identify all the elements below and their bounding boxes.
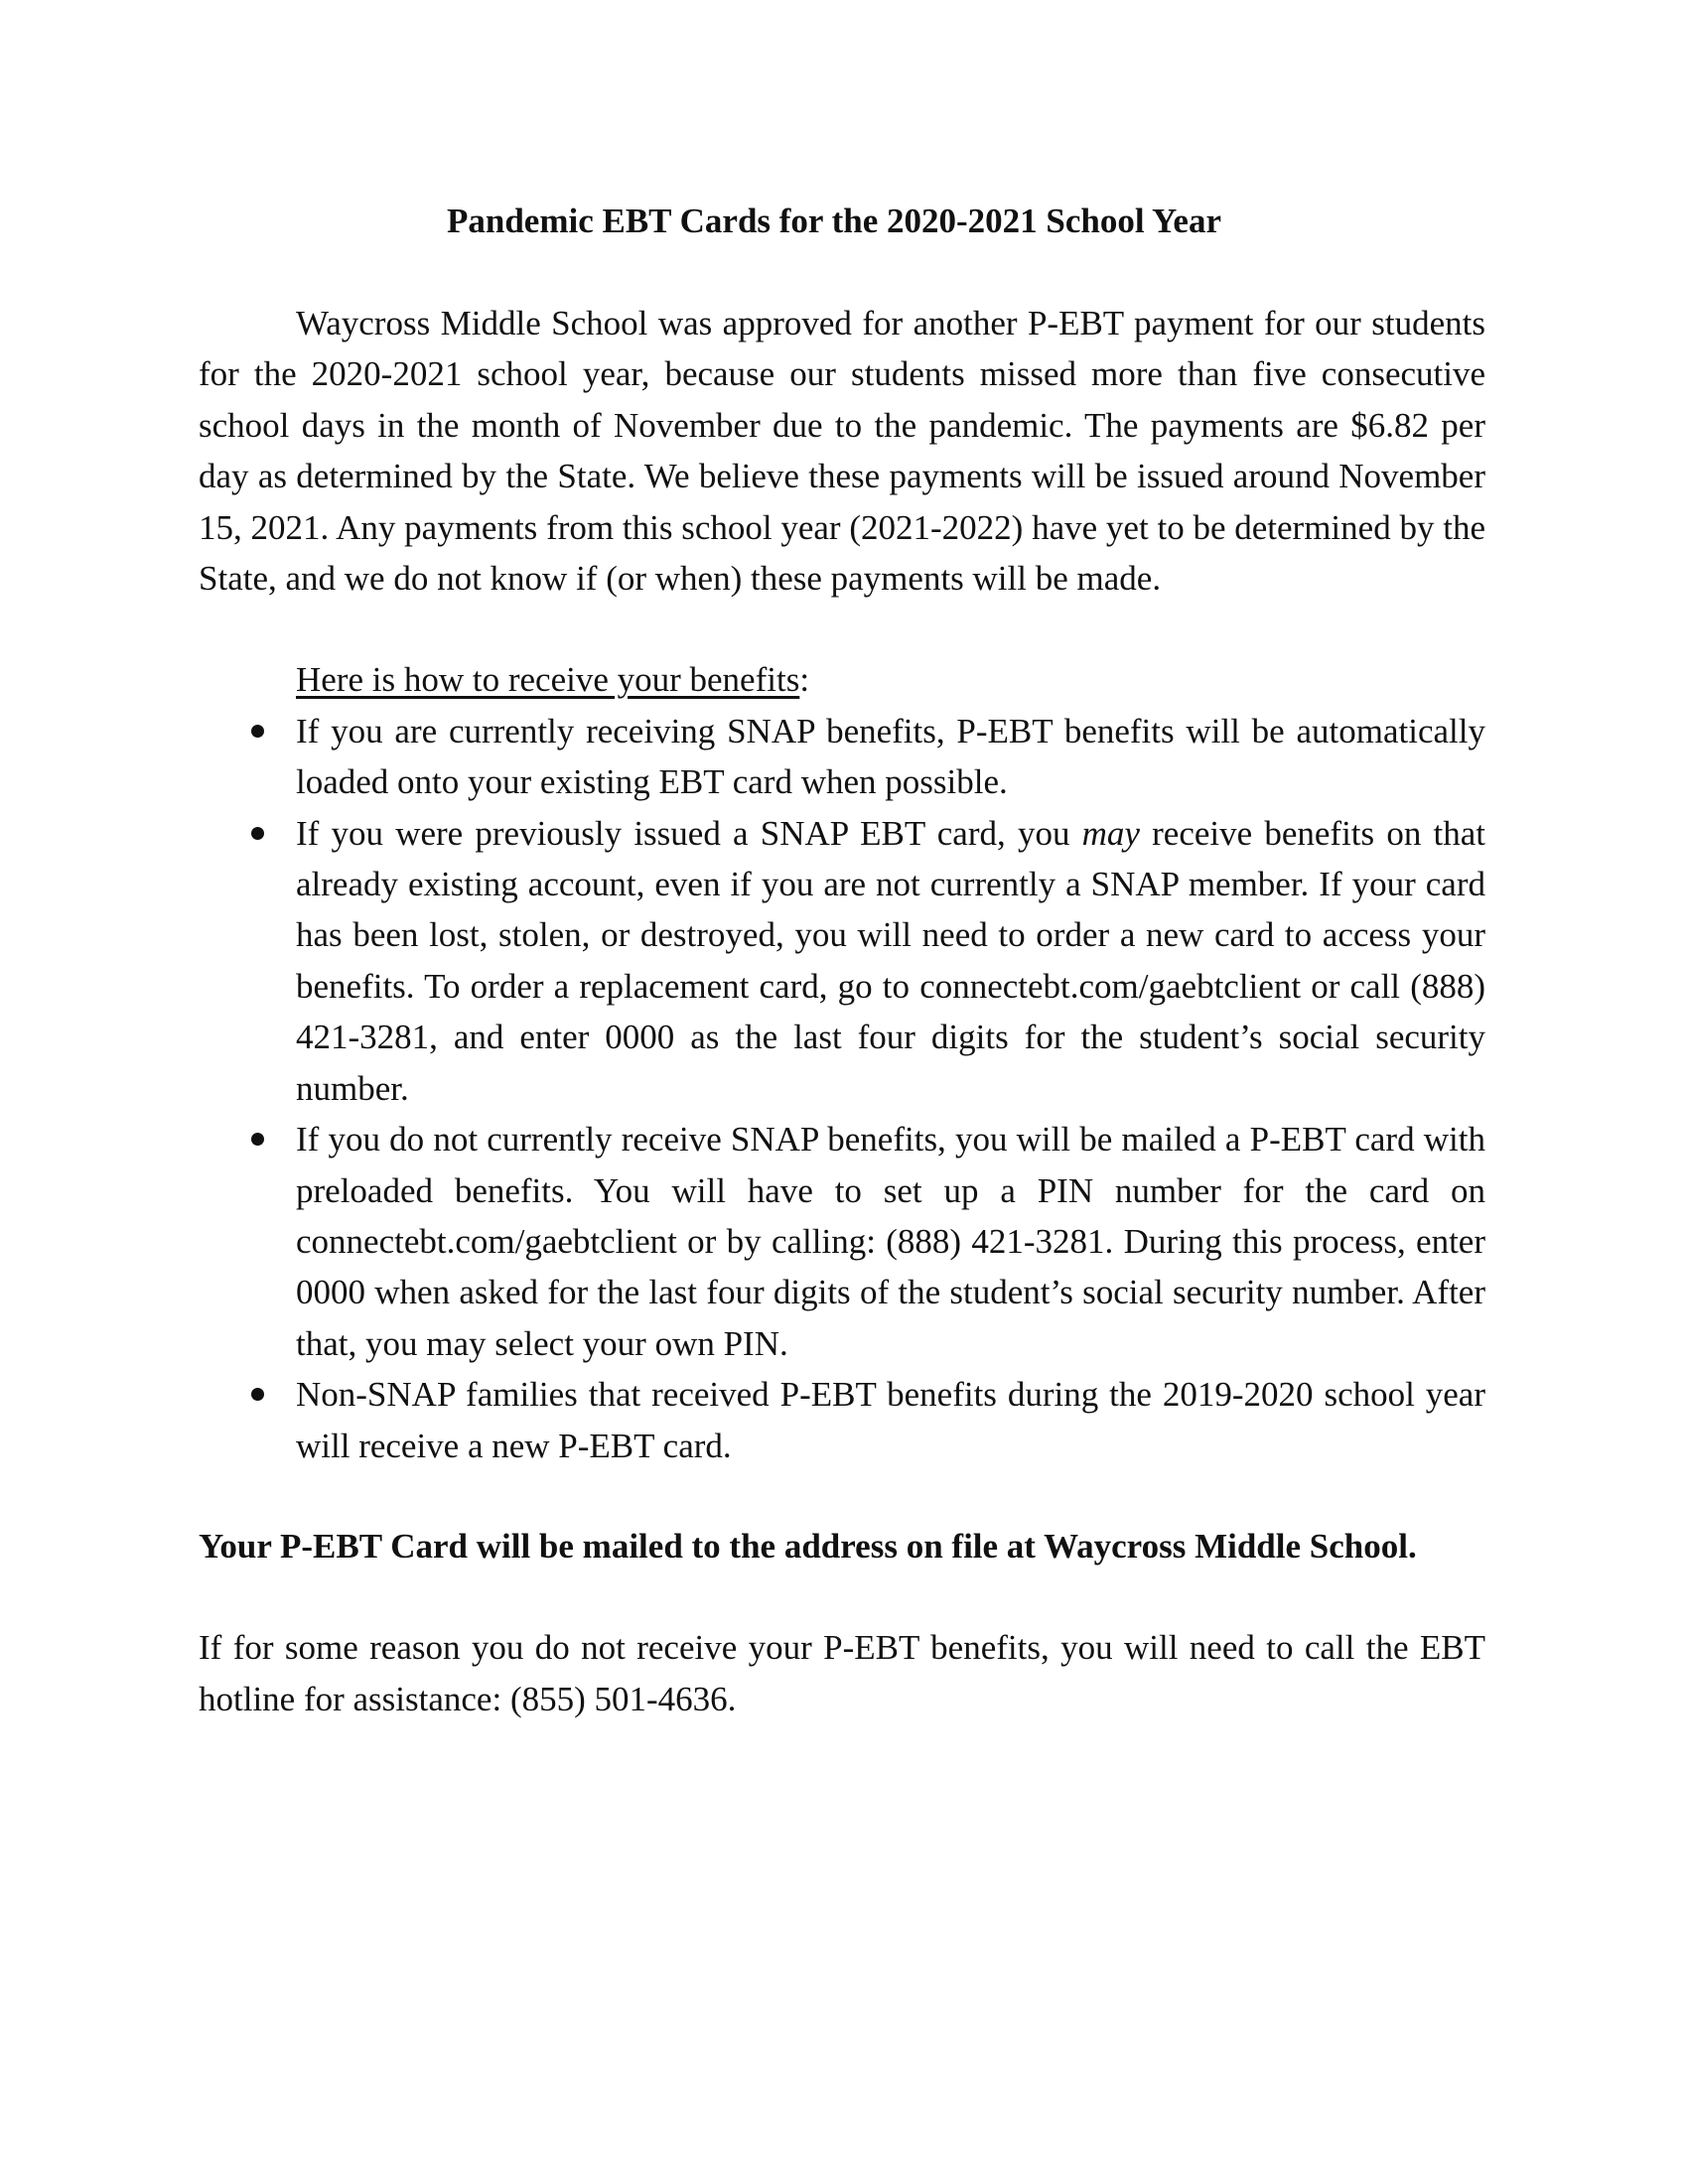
howto-heading-text: Here is how to receive your benefits: [296, 660, 800, 700]
howto-heading-colon: :: [799, 660, 810, 700]
hotline-note: If for some reason you do not receive your P-EBT benefits, you will need to call the EBT hotline for assistance: (855) 501-4636.: [199, 1628, 1485, 1718]
list-item: [296, 1369, 1485, 1471]
benefits-list: [199, 706, 1485, 1471]
bullet-icon: [251, 725, 264, 738]
bullet-text-after: receive benefits on that already existing account, even if you are not currently a SNAP member. If your card has been lost, stolen, or destroyed, you will need to order a new card to access your benefits. To order a replacement card, go to connectebt.com/gaebtclient or call (888) 421-3281, and enter 0000 as the last four digits for the student’s social security number.: [296, 813, 1486, 1108]
bullet-icon: [251, 1388, 264, 1401]
document-title: Pandemic EBT Cards for the 2020-2021 School Year: [446, 202, 1222, 240]
list-item: [296, 808, 1485, 1114]
mail-notice: Your P-EBT Card will be mailed to the address on file at Waycross Middle School.: [199, 1526, 1417, 1566]
bullet-text: If you do not currently receive SNAP benefits, you will be mailed a P-EBT card with preloaded benefits. You will have to set up a PIN number for the card on connectebt.com/gaebtclient or by calling: (888) 421-3281. During this process, enter 0000 when asked for the last four digits of the student’s social security number. After that, you may select your own PIN.: [296, 1120, 1485, 1363]
intro-paragraph: Waycross Middle School was approved for another P-EBT payment for our students for the 2020-2021 school year, because our students missed more than five consecutive school days in the month of November due to the pandemic. The payments are $6.82 per day as determined by the State. We believe these payments will be issued around November 15, 2021. Any payments from this school year (2021-2022) have yet to be determined by the State, and we do not know if (or when) these payments will be made.: [199, 304, 1485, 599]
bullet-icon: [251, 827, 264, 840]
bullet-text: Non-SNAP families that received P-EBT benefits during the 2019-2020 school year will receive a new P-EBT card.: [296, 1375, 1485, 1465]
document-page: [199, 197, 1485, 1724]
howto-heading: [199, 654, 1485, 705]
list-item: [296, 1114, 1485, 1369]
list-item: [296, 706, 1485, 808]
bullet-emphasis: may: [1081, 813, 1140, 853]
bullet-text: If you are currently receiving SNAP benefits, P-EBT benefits will be automatically loaded onto your existing EBT card when possible.: [296, 711, 1485, 802]
bullet-text-before: If you were previously issued a SNAP EBT card, you: [296, 813, 1082, 853]
bullet-icon: [251, 1133, 264, 1146]
